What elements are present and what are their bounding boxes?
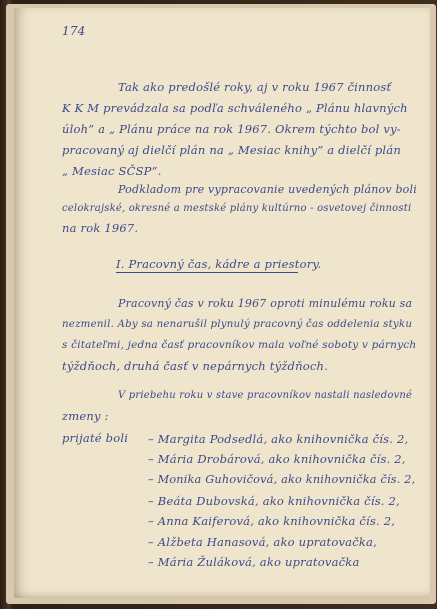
hired-entry: – Mária Žuláková, ako upratovačka <box>148 555 360 569</box>
paragraph3-line: nezmenil. Aby sa nenarušil plynulý pracovný čas oddelenia styku <box>62 318 413 330</box>
paragraph1-line: úloh” a „ Plánu práce na rok 1967. Okrem týchto bol vy- <box>62 122 401 136</box>
paragraph4-line: V priebehu roku v stave pracovníkov nastali nasledovné <box>118 390 413 401</box>
hired-entry: – Margita Podsedlá, ako knihovnička čís. 2, <box>148 432 409 446</box>
paragraph2-line: na rok 1967. <box>62 221 139 235</box>
paragraph1-line: K K M prevádzala sa podľa schváleného „ Plánu hlavných <box>62 101 408 115</box>
paragraph4-line: zmeny : <box>62 409 109 423</box>
hired-entry: – Beáta Dubovská, ako knihovnička čís. 2, <box>148 494 400 508</box>
hired-entry: – Mária Drobárová, ako knihovnička čís. 2, <box>148 452 406 466</box>
paragraph1-line: „ Mesiac SČSP”. <box>62 164 162 178</box>
paragraph2-line: Podkladom pre vypracovanie uvedených plánov boli <box>118 183 417 196</box>
paragraph3-line: Pracovný čas v roku 1967 oproti minulému roku sa <box>118 297 413 310</box>
paragraph3-line: s čitateľmi, jedna časť pracovníkov mala voľné soboty v párnych <box>62 339 417 351</box>
paragraph1-line: pracovaný aj dielčí plán na „ Mesiac knihy” a dielčí plán <box>62 143 401 157</box>
paragraph3-line: týždňoch, druhá časť v nepárnych týždňoch. <box>62 359 328 373</box>
hired-entry: – Anna Kaiferová, ako knihovnička čís. 2, <box>148 514 396 528</box>
page-number: 174 <box>62 24 86 38</box>
paragraph1-line: Tak ako predošlé roky, aj v roku 1967 činnosť <box>118 80 392 94</box>
paragraph2-line: celokrajské, okresné a mestské plány kultúrno - osvetovej činnosti <box>62 203 412 214</box>
hired-label: prijaté boli <box>62 431 129 445</box>
hired-entry: – Monika Guhovičová, ako knihovnička čís. 2, <box>148 473 416 486</box>
section-heading: I. Pracovný čas, kádre a priestory. <box>116 257 322 271</box>
heading-underline <box>116 272 298 273</box>
hired-entry: – Alžbeta Hanasová, ako upratovačka, <box>148 535 377 549</box>
